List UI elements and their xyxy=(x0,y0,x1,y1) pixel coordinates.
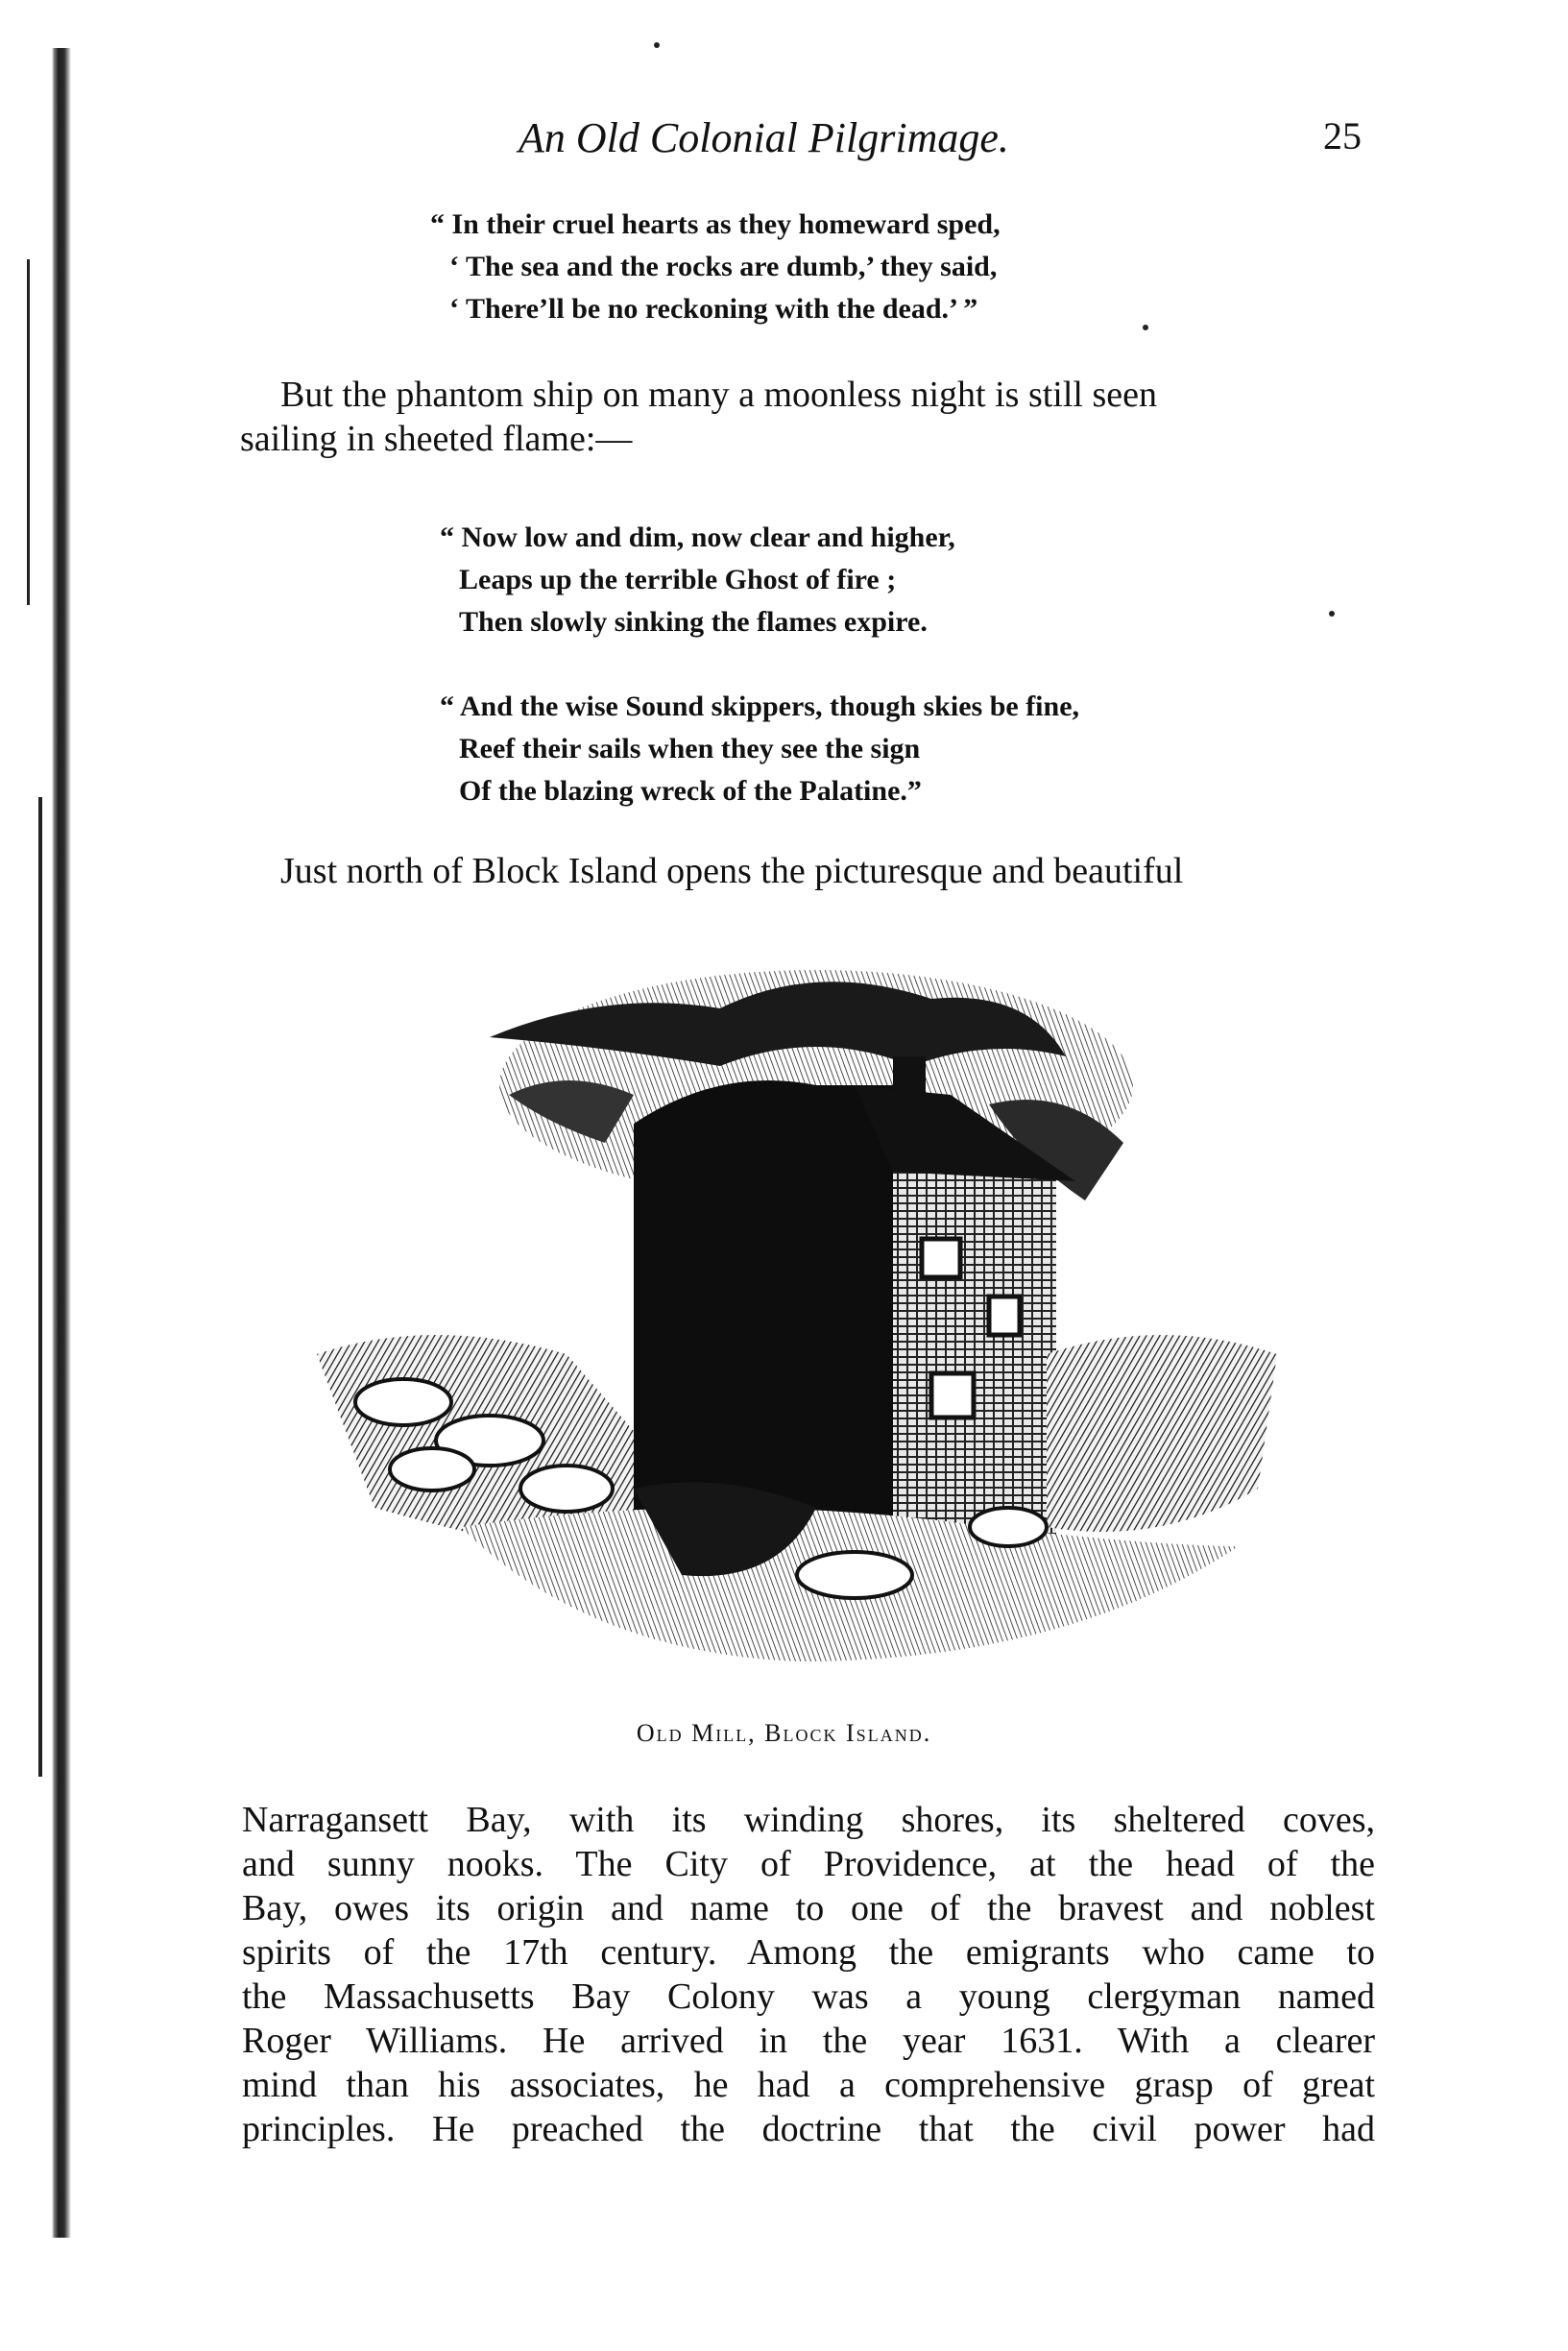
page-number: 25 xyxy=(1323,114,1362,158)
verse-line: Reef their sails when they see the sign xyxy=(459,733,921,764)
paragraph-line: principles. He preached the doctrine that the civil power had xyxy=(242,2109,1375,2149)
verse-line: Of the blazing wreck of the Palatine.” xyxy=(459,775,922,807)
verse-line: ‘ The sea and the rocks are dumb,’ they said, xyxy=(449,251,998,282)
mill-side-wall xyxy=(893,1172,1056,1537)
binding-edge-line xyxy=(38,797,42,1777)
verse-line: Leaps up the terrible Ghost of fire ; xyxy=(459,564,897,595)
running-title: An Old Colonial Pilgrimage. xyxy=(519,114,1009,161)
old-mill-engraving xyxy=(317,951,1296,1661)
print-speck xyxy=(1143,325,1148,330)
paragraph-line: spirits of the 17th century. Among the emigrants who came to xyxy=(242,1932,1375,1973)
binding-edge-line xyxy=(27,259,30,605)
paragraph-block-island: Just north of Block Island opens the picturesque and beautiful xyxy=(280,851,1184,891)
paragraph-line: sailing in sheeted flame:— xyxy=(240,419,633,459)
verse-line: “ Now low and dim, now clear and higher, xyxy=(440,521,955,553)
paragraph-line: the Massachusetts Bay Colony was a young clergyman named xyxy=(242,1976,1375,2017)
paragraph-line: and sunny nooks. The City of Providence, at the head of the xyxy=(242,1844,1375,1884)
verse-line: “ In their cruel hearts as they homeward sped, xyxy=(430,208,1001,240)
paragraph-line: mind than his associates, he had a comprehensive grasp of great xyxy=(242,2065,1375,2105)
verse-stanza-1 xyxy=(430,204,1001,330)
paragraph-narragansett xyxy=(242,1798,1375,2151)
page-header xyxy=(0,113,1568,171)
verse-line: ‘ There’ll be no reckoning with the dead.’ ” xyxy=(449,293,978,325)
verse-line: Then slowly sinking the flames expire. xyxy=(459,606,928,638)
print-speck xyxy=(654,42,660,48)
print-speck xyxy=(1329,611,1335,617)
mill-window xyxy=(922,1239,960,1277)
mill-chimney xyxy=(893,1056,926,1104)
mill-window xyxy=(931,1373,974,1418)
paragraph-line: Bay, owes its origin and name to one of the bravest and noblest xyxy=(242,1888,1375,1928)
paragraph-line: Roger Williams. He arrived in the year 1631. With a clearer xyxy=(242,2021,1375,2061)
paragraph-line: But the phantom ship on many a moonless night is still seen xyxy=(280,375,1158,415)
illustration-caption: Old Mill, Block Island. xyxy=(636,1719,932,1747)
paragraph-line: Narragansett Bay, with its winding shores, its sheltered coves, xyxy=(242,1800,1375,1840)
verse-stanza-2 xyxy=(440,517,955,643)
verse-line: “ And the wise Sound skippers, though skies be fine, xyxy=(440,691,1080,722)
book-binding-shadow xyxy=(52,48,71,2238)
verse-stanza-3 xyxy=(440,686,1079,812)
paragraph-phantom-ship xyxy=(242,373,1157,461)
mill-window xyxy=(989,1297,1020,1335)
